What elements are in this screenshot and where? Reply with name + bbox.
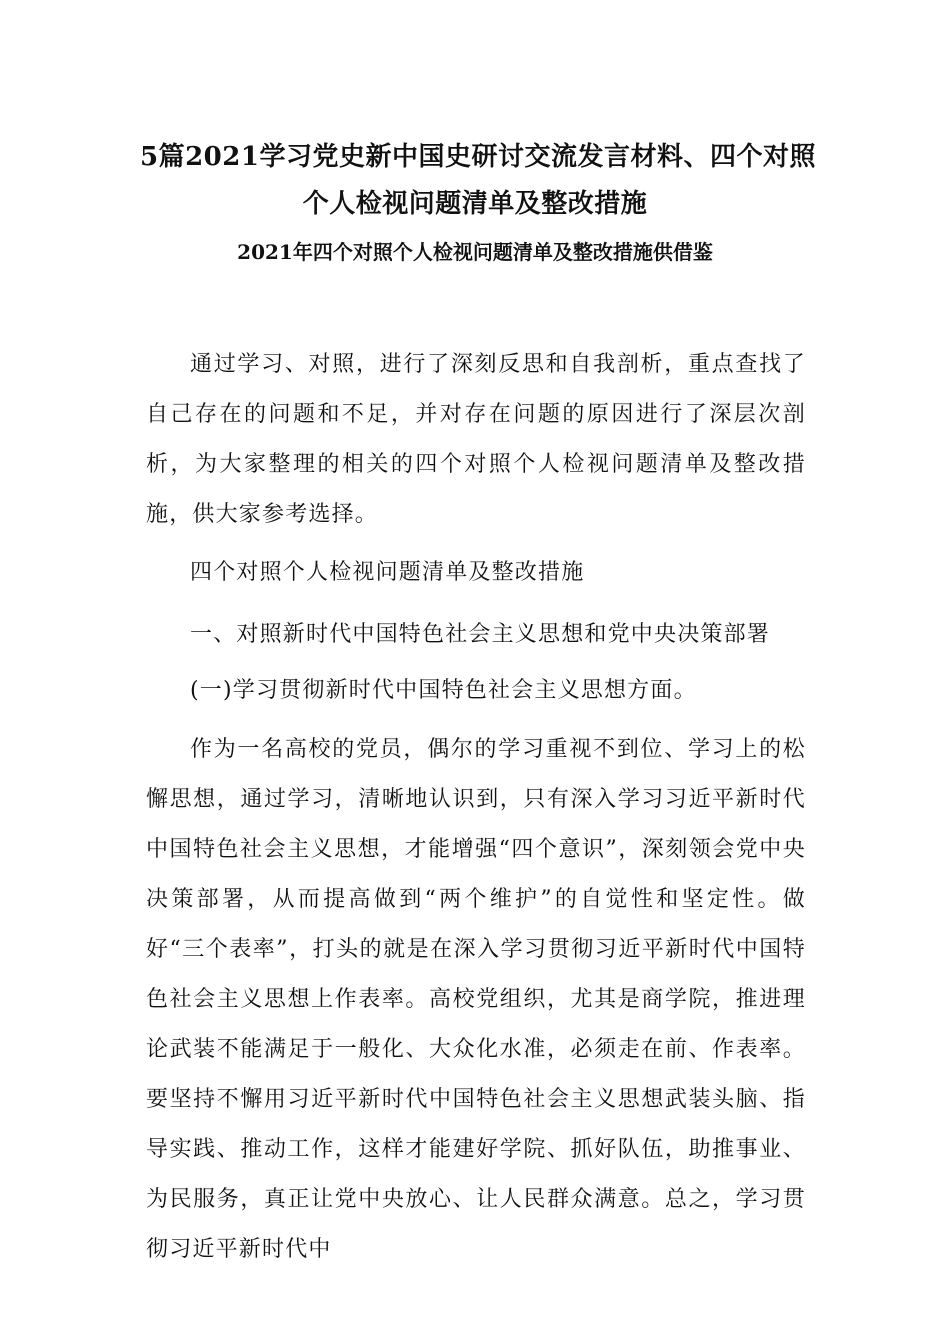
- document-subtitle: 2021年四个对照个人检视问题清单及整改措施供借鉴: [237, 240, 713, 264]
- chapter-heading-block: [146, 610, 806, 660]
- section-heading-block: [146, 548, 806, 598]
- section-heading: 四个对照个人检视问题清单及整改措施: [190, 560, 585, 585]
- document-title-line-2: 个人检视问题清单及整改措施: [302, 189, 648, 219]
- main-paragraph: 作为一名高校的党员，偶尔的学习重视不到位、学习上的松懈思想，通过学习，清晰地认识到，只有深入学习习近平新时代中国特色社会主义思想，才能增强“四个意识”，深刻领会党中央决策部署，从而提高做到“两个维护”的自觉性和坚定性。做好“三个表率”，打头的就是在深入学习贯彻习近平新时代中国特色社会主义思想上作表率。高校党组织，尤其是商学院，推进理论武装不能满足于一般化、大众化水准，必须走在前、作表率。要坚持不懈用习近平新时代中国特色社会主义思想武装头脑、指导实践、推动工作，这样才能建好学院、抓好队伍，助推事业、为民服务，真正让党中央放心、让人民群众满意。总之，学习贯彻习近平新时代中: [146, 737, 806, 1262]
- main-paragraph-block: [146, 725, 806, 1275]
- intro-paragraph: 通过学习、对照，进行了深刻反思和自我剖析，重点查找了自己存在的问题和不足，并对存在问题的原因进行了深层次剖析，为大家整理的相关的四个对照个人检视问题清单及整改措施，供大家参考选择。: [146, 352, 806, 527]
- document-title-line-1: 5篇2021学习党史新中国史研讨交流发言材料、四个对照: [140, 142, 816, 172]
- intro-paragraph-block: [146, 340, 806, 540]
- subsection-heading-block: [146, 666, 806, 716]
- subsection-heading: (一)学习贯彻新时代中国特色社会主义思想方面。: [190, 678, 697, 703]
- chapter-heading: 一、对照新时代中国特色社会主义思想和党中央决策部署: [190, 622, 771, 647]
